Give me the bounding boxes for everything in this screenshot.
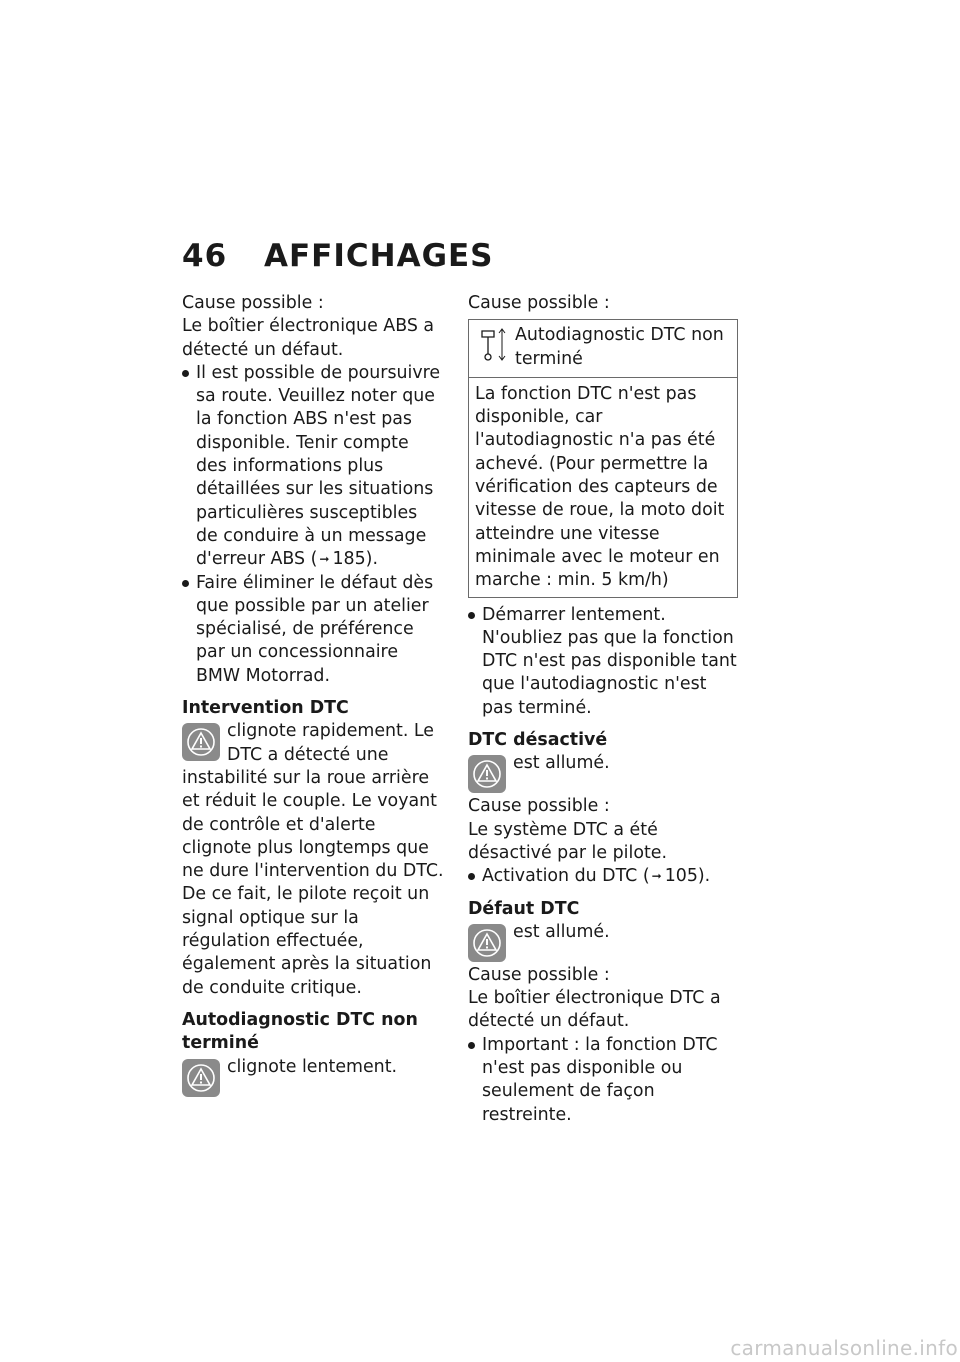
indicator-block [468, 752, 738, 795]
page-reference[interactable]: 105). [664, 866, 711, 887]
cause-text: Le système DTC a été désactivé par le pilote. [468, 819, 668, 863]
diagnostic-tool-icon [480, 328, 506, 369]
page-title: AFFICHAGES [264, 238, 494, 274]
left-column [182, 292, 444, 1099]
bullet-text: Activation du DTC ( [482, 866, 650, 887]
cause-label: Cause possible : [468, 964, 610, 985]
watermark: carmanualsonline.info [730, 1336, 958, 1360]
indicator-description: est allumé. [513, 921, 610, 942]
bullet-icon [468, 612, 475, 619]
bullet-icon [182, 370, 189, 377]
reference-arrow-icon: ➞ [651, 869, 662, 884]
bullet-icon [468, 1042, 475, 1049]
indicator-block [468, 921, 738, 964]
section-heading: DTC désactivé [468, 730, 608, 751]
indicator-description: est allumé. [513, 753, 610, 774]
bullet-icon [468, 873, 475, 880]
dtc-warning-icon [468, 924, 506, 962]
cause-label: Cause possible : [182, 293, 324, 313]
reference-arrow-icon: ➞ [319, 552, 330, 567]
dtc-warning-icon [468, 755, 506, 793]
indicator-description: clignote rapidement. Le DTC a détecté une instabilité sur la roue arrière et réduit le couple. Le voyant de contrôle et d'alerte clignote plus longtemps que ne dure l'intervention du DTC. De ce fait, le pilote reçoit un signal optique sur la régulation effectuée, également après la situation de conduite critique. [182, 721, 444, 998]
cause-label: Cause possible : [468, 796, 610, 817]
list-item [182, 362, 444, 572]
section-heading: Défaut DTC [468, 898, 580, 919]
section-heading: Autodiagnostic DTC non terminé [182, 1009, 418, 1054]
right-column [468, 292, 738, 1127]
list-item [468, 865, 738, 888]
cause-text: Le boîtier électronique ABS a détecté un défaut. [182, 316, 435, 360]
cause-label: Cause possible : [468, 293, 610, 313]
page-reference[interactable]: 185). [332, 549, 378, 570]
info-box-title: Autodiagnostic DTC non terminé [515, 325, 724, 369]
page-number: 46 [182, 238, 228, 274]
list-item [468, 1034, 738, 1127]
indicator-block [182, 720, 444, 1000]
info-box [468, 319, 738, 597]
list-item [182, 572, 444, 688]
cause-text: Le boîtier électronique DTC a détecté un défaut. [468, 988, 721, 1032]
dtc-warning-icon [182, 1059, 220, 1097]
indicator-description: clignote lentement. [227, 1056, 398, 1077]
dtc-warning-icon [182, 723, 220, 761]
list-item [468, 604, 738, 720]
bullet-icon [182, 580, 189, 587]
page-header [182, 238, 494, 274]
section-heading: Intervention DTC [182, 698, 349, 719]
indicator-block [182, 1056, 444, 1099]
bullet-text: Faire éliminer le défaut dès que possible par un atelier spécialisé, de préférence par un concessionnaire BMW Motorrad. [196, 572, 434, 686]
bullet-text: Il est possible de poursuivre sa route. Veuillez noter que la fonction ABS n'est pas disponible. Tenir compte des informations plus détaillées sur les situations particulières susceptibles de conduire à un message d'erreur ABS ( [196, 362, 441, 570]
info-box-body: La fonction DTC n'est pas disponible, car l'autodiagnostic n'a pas été achevé. (Pour permettre la vérification des capteurs de vitesse de roue, la moto doit atteindre une vitesse minimale avec le moteur en marche : min. 5 km/h) [475, 383, 725, 591]
info-box-header [469, 320, 737, 378]
bullet-text: Démarrer lentement. N'oubliez pas que la fonction DTC n'est pas disponible tant que l'autodiagnostic n'est pas terminé. [482, 604, 737, 718]
bullet-text: Important : la fonction DTC n'est pas disponible ou seulement de façon restreinte. [482, 1034, 718, 1125]
